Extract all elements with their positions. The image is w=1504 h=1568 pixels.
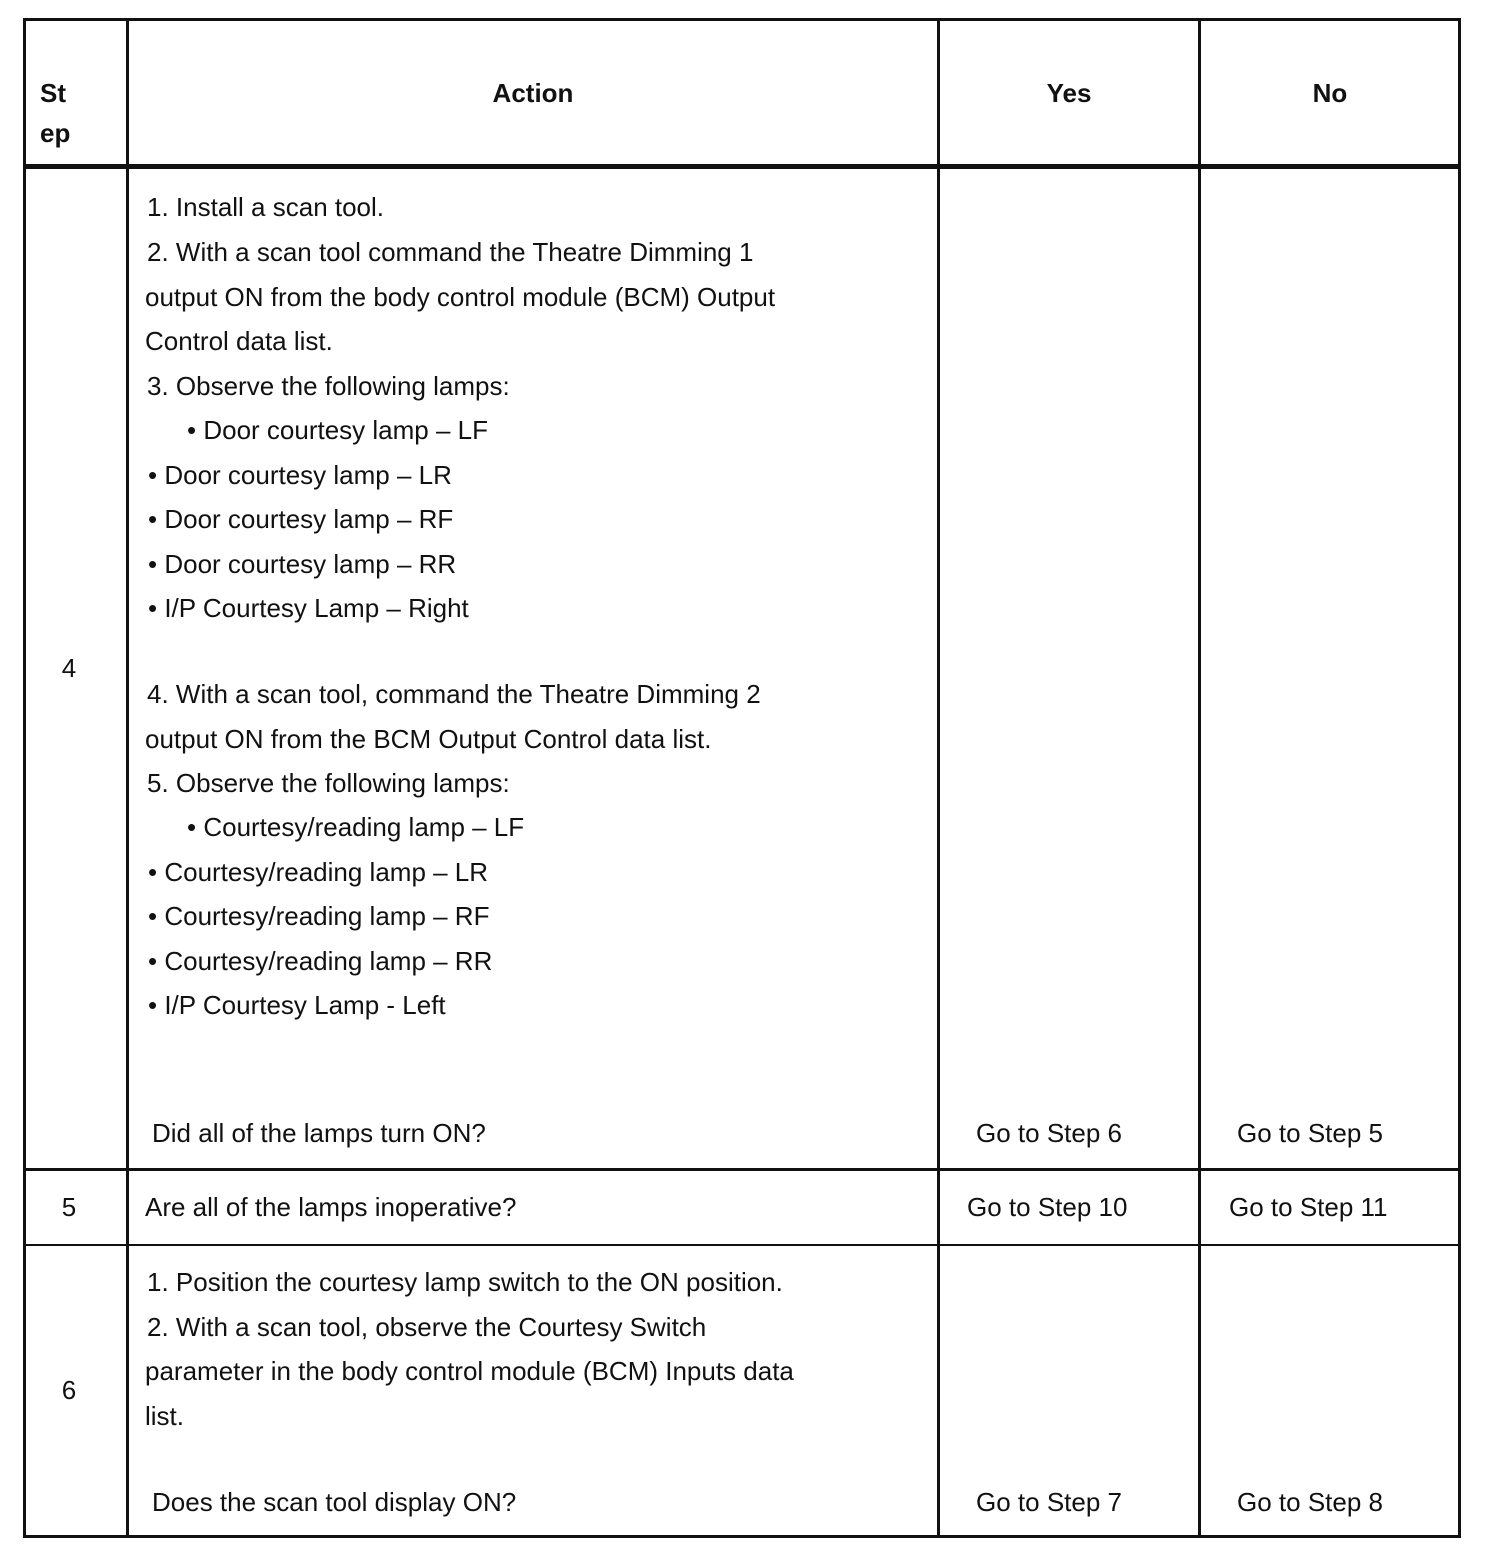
- bullet-item: • Courtesy/reading lamp – RF: [148, 901, 490, 931]
- yes-result: Go to Step 10: [967, 1192, 1128, 1222]
- column-divider: [937, 21, 940, 1535]
- header-no: No: [1312, 78, 1348, 108]
- header-step-line1: St: [40, 78, 66, 108]
- question: Are all of the lamps inoperative?: [145, 1192, 517, 1222]
- row-divider: [26, 1168, 1458, 1171]
- bullet-item: • Door courtesy lamp – LR: [148, 460, 452, 490]
- action-line: list.: [145, 1401, 184, 1431]
- bullet-item: • I/P Courtesy Lamp – Right: [148, 593, 469, 623]
- action-line: 5. Observe the following lamps:: [147, 768, 510, 798]
- action-line: output ON from the body control module (BCM) Output: [145, 282, 776, 312]
- bullet-item: • Door courtesy lamp – LF: [187, 415, 488, 445]
- yes-result: Go to Step 6: [976, 1118, 1122, 1148]
- bullet-item: • Courtesy/reading lamp – RR: [148, 946, 493, 976]
- no-result: Go to Step 5: [1237, 1118, 1383, 1148]
- step-number: 4: [61, 653, 77, 683]
- header-yes: Yes: [1046, 78, 1092, 108]
- action-line: output ON from the BCM Output Control data list.: [145, 724, 712, 754]
- action-line: 2. With a scan tool command the Theatre Dimming 1: [147, 237, 754, 267]
- bullet-item: • Courtesy/reading lamp – LR: [148, 857, 489, 887]
- step-number: 5: [61, 1192, 77, 1222]
- bullet-item: • Courtesy/reading lamp – LF: [187, 812, 525, 842]
- action-line: 3. Observe the following lamps:: [147, 371, 510, 401]
- step-number: 6: [61, 1375, 77, 1405]
- no-result: Go to Step 11: [1229, 1192, 1388, 1222]
- question: Did all of the lamps turn ON?: [152, 1118, 486, 1148]
- action-line: Control data list.: [145, 326, 333, 356]
- action-line: 1. Position the courtesy lamp switch to the ON position.: [147, 1267, 783, 1297]
- action-line: 4. With a scan tool, command the Theatre Dimming 2: [147, 679, 761, 709]
- action-line: 1. Install a scan tool.: [147, 192, 385, 222]
- bullet-item: • I/P Courtesy Lamp - Left: [148, 990, 446, 1020]
- header-step-line2: ep: [40, 118, 71, 148]
- diagnostic-table: [23, 18, 1461, 1538]
- no-result: Go to Step 8: [1237, 1487, 1383, 1517]
- bullet-item: • Door courtesy lamp – RF: [148, 504, 454, 534]
- action-line: 2. With a scan tool, observe the Courtesy Switch: [147, 1312, 707, 1342]
- column-divider: [1198, 21, 1201, 1535]
- header-divider: [26, 164, 1458, 169]
- row-divider: [26, 1244, 1458, 1246]
- question: Does the scan tool display ON?: [152, 1487, 517, 1517]
- column-divider: [126, 21, 129, 1535]
- bullet-item: • Door courtesy lamp – RR: [148, 549, 457, 579]
- yes-result: Go to Step 7: [976, 1487, 1122, 1517]
- action-line: parameter in the body control module (BCM) Inputs data: [145, 1356, 794, 1386]
- header-action: Action: [492, 78, 574, 108]
